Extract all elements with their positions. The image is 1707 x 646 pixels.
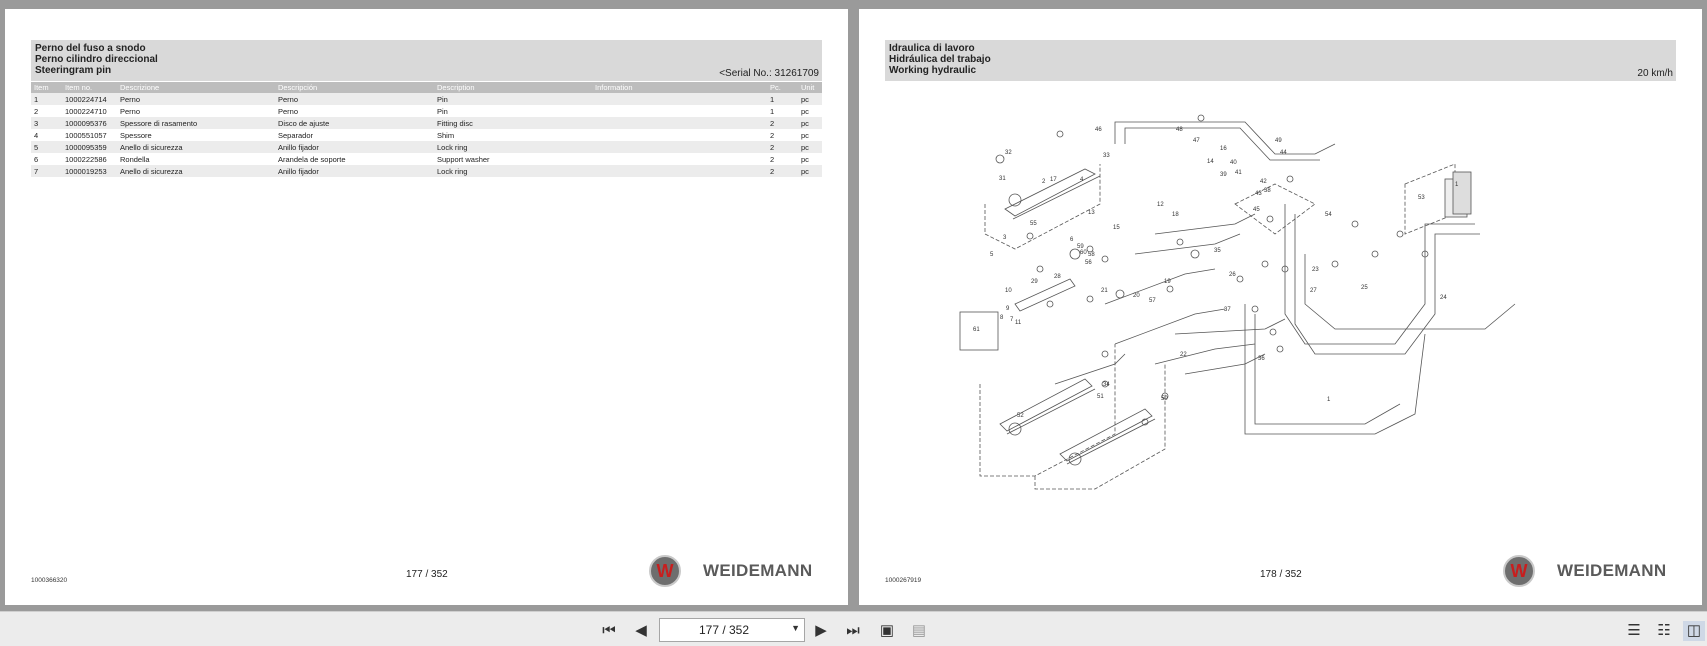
cell: Disco de ajuste (275, 117, 434, 129)
cell (592, 93, 767, 105)
table-row (31, 141, 822, 153)
diagram-callout: 19 (1164, 279, 1171, 285)
chevron-down-icon[interactable]: ▼ (791, 623, 800, 633)
diagram-callout: 41 (1235, 170, 1242, 176)
diagram-callout: 22 (1180, 352, 1187, 358)
weidemann-logo (645, 552, 831, 590)
col-information: Information (592, 82, 767, 93)
cell: Perno (278, 106, 299, 116)
cell (592, 117, 767, 129)
diagram-callout: 8 (1000, 315, 1004, 321)
diagram-callout: 28 (1054, 274, 1061, 280)
diagram-callout: 34 (1103, 382, 1110, 388)
page-number-value: 177 / 352 (698, 623, 750, 637)
diagram-callout: 5 (990, 252, 994, 258)
diagram-callout: 55 (1030, 221, 1037, 227)
diagram-callout: 60 (1080, 250, 1087, 256)
diagram-callout: 58 (1088, 252, 1095, 258)
brand-name: WEIDEMANN (703, 561, 813, 580)
diagram-callout: 14 (1207, 159, 1214, 165)
cell: pc (798, 93, 822, 105)
page-number: 177 / 352 (406, 569, 448, 580)
diagram-callout: 17 (1050, 177, 1057, 183)
title-italian: Perno del fuso a snodo (35, 43, 146, 54)
cell: Pin (434, 93, 592, 105)
title-spanish: Hidráulica del trabajo (889, 54, 991, 65)
col-pc: Pc. (767, 82, 798, 93)
document-number: 1000267919 (885, 577, 922, 584)
logo-emblem-icon: W (1503, 555, 1535, 587)
diagram-callout: 18 (1172, 212, 1179, 218)
right-page (859, 9, 1702, 605)
cell: 1000222586 (65, 154, 107, 164)
diagram-callout: 35 (1214, 248, 1221, 254)
cell: 2 (767, 165, 798, 177)
col-descripcion: Descripción (275, 82, 434, 93)
table-header-row (31, 82, 822, 93)
cell: pc (801, 154, 809, 164)
diagram-callout: 50 (1161, 396, 1168, 402)
diagram-callout: 3 (1003, 235, 1007, 241)
page-number-select[interactable] (659, 618, 805, 642)
cell: Anello di sicurezza (117, 141, 275, 153)
diagram-callout: 1 (1327, 397, 1331, 403)
cell (592, 129, 767, 141)
table-row (31, 93, 822, 105)
diagram-callout: 53 (1418, 195, 1425, 201)
fit-page-icon[interactable]: ▣ (879, 622, 895, 639)
diagram-callout: 20 (1133, 293, 1140, 299)
diagram-callout: 43 (1255, 191, 1262, 197)
logo-emblem-icon: W (649, 555, 681, 587)
diagram-callout: 40 (1230, 160, 1237, 166)
cell: Separador (278, 130, 314, 140)
diagram-callout: 1 (1455, 182, 1459, 188)
diagram-callout: 27 (1310, 288, 1317, 294)
cell: Perno (120, 106, 141, 116)
serial-number: <Serial No.: 31261709 (719, 68, 819, 79)
cell: 5 (31, 141, 62, 153)
cell: 1 (770, 106, 775, 116)
diagram-callout: 29 (1031, 279, 1038, 285)
cell: Anillo fijador (275, 141, 434, 153)
cell: 2 (767, 117, 798, 129)
diagram-callout: 39 (1220, 172, 1227, 178)
table-row (31, 105, 822, 117)
diagram-callout: 11 (1015, 320, 1022, 326)
diagram-callout: 52 (1017, 413, 1024, 419)
diagram-callout: 51 (1097, 394, 1104, 400)
cell: 4 (34, 130, 39, 140)
cell: pc (798, 165, 822, 177)
page-number: 178 / 352 (1260, 569, 1302, 580)
weidemann-logo (1499, 552, 1685, 590)
diagram-callout: 33 (1103, 153, 1110, 159)
hydraulic-exploded-diagram (955, 104, 1535, 516)
left-page (5, 9, 848, 605)
cell: Rondella (120, 154, 150, 164)
diagram-callout: 49 (1275, 138, 1282, 144)
cell: Spessore (120, 130, 152, 140)
cell: 2 (34, 106, 39, 116)
cell: Anello di sicurezza (117, 165, 275, 177)
title-spanish: Perno cilindro direccional (35, 54, 158, 65)
cell: pc (798, 141, 822, 153)
diagram-callout: 2 (1042, 179, 1046, 185)
col-unit: Unit (798, 82, 822, 93)
cell: 1000224710 (65, 106, 107, 116)
next-page-icon[interactable]: ▶ (815, 622, 827, 639)
diagram-callout: 23 (1312, 267, 1319, 273)
cell: pc (801, 130, 809, 140)
title-english: Working hydraulic (889, 65, 977, 76)
col-item: Item (31, 82, 62, 93)
diagram-callout: 31 (999, 176, 1006, 182)
cell: 1000224714 (62, 93, 117, 105)
viewer-toolbar (0, 611, 1707, 646)
diagram-callout: 12 (1157, 202, 1164, 208)
diagram-callout: 21 (1101, 288, 1108, 294)
cell: Fitting disc (434, 117, 592, 129)
diagram-callout: 13 (1088, 210, 1095, 216)
diagram-callout: 25 (1361, 285, 1368, 291)
cell: Lock ring (434, 141, 592, 153)
col-item-no: Item no. (62, 82, 117, 93)
cell: 3 (31, 117, 62, 129)
diagram-callout: 37 (1224, 307, 1231, 313)
diagram-callout: 59 (1077, 244, 1084, 250)
left-page-header (31, 40, 822, 81)
cell: 2 (767, 141, 798, 153)
cell: 2 (770, 154, 775, 164)
diagram-callout: 36 (1258, 356, 1265, 362)
diagram-callout: 7 (1010, 317, 1014, 323)
table-row (31, 129, 822, 141)
cell (592, 153, 767, 165)
title-italian: Idraulica di lavoro (889, 43, 975, 54)
cell: 2 (770, 130, 775, 140)
diagram-callout: 56 (1085, 260, 1092, 266)
cell: Spessore di rasamento (117, 117, 275, 129)
diagram-callout: 47 (1193, 138, 1200, 144)
table-row (31, 153, 822, 165)
cell: Anillo fijador (275, 165, 434, 177)
cell: 1000095359 (62, 141, 117, 153)
cell: 1000095376 (62, 117, 117, 129)
brand-name: WEIDEMANN (1557, 561, 1667, 580)
two-page-icon[interactable]: ◫ (1683, 621, 1705, 641)
cell: Shim (437, 130, 455, 140)
diagram-callout: 6 (1070, 237, 1074, 243)
cell: Pin (437, 106, 448, 116)
diagram-callout: 61 (973, 327, 980, 333)
diagram-callout: 57 (1149, 298, 1156, 304)
parts-table (31, 82, 822, 177)
diagram-callout: 24 (1440, 295, 1447, 301)
cell: Arandela de soporte (278, 154, 346, 164)
fit-width-icon[interactable]: ▤ (911, 622, 927, 639)
diagram-callout: 4 (1080, 177, 1084, 183)
diagram-callout: 38 (1264, 188, 1271, 194)
last-page-icon[interactable]: ⏭ (846, 622, 860, 639)
cell: Lock ring (434, 165, 592, 177)
table-row (31, 117, 822, 129)
cell: Support washer (437, 154, 490, 164)
col-descrizione: Descrizione (117, 82, 275, 93)
cell: 7 (31, 165, 62, 177)
table-row (31, 165, 822, 177)
single-page-icon[interactable]: ☰ (1627, 622, 1641, 639)
diagram-callout: 42 (1260, 179, 1267, 185)
right-page-header (885, 40, 1676, 81)
cell: Perno (275, 93, 434, 105)
cell (592, 165, 767, 177)
diagram-callout: 32 (1005, 150, 1012, 156)
diagram-callout: 26 (1229, 272, 1236, 278)
cell: pc (798, 117, 822, 129)
diagram-callout: 46 (1095, 127, 1102, 133)
cell (592, 141, 767, 153)
title-english: Steeringram pin (35, 65, 112, 76)
cell: pc (801, 106, 809, 116)
diagram-callout: 15 (1113, 225, 1120, 231)
diagram-callout: 45 (1253, 207, 1260, 213)
diagram-callout: 54 (1325, 212, 1332, 218)
document-number: 1000366320 (31, 577, 68, 584)
cell: 1 (31, 93, 62, 105)
diagram-callout: 9 (1006, 306, 1010, 312)
cell: 6 (34, 154, 39, 164)
cell: 1000551057 (65, 130, 107, 140)
cell: 1 (767, 93, 798, 105)
diagram-callout: 10 (1005, 288, 1012, 294)
continuous-page-icon[interactable]: ☷ (1657, 622, 1671, 639)
diagram-callout: 16 (1220, 146, 1227, 152)
cell (592, 105, 767, 117)
cell: Perno (117, 93, 275, 105)
diagram-callout: 48 (1176, 127, 1183, 133)
speed-label: 20 km/h (1637, 68, 1673, 79)
cell: 1000019253 (62, 165, 117, 177)
previous-page-icon[interactable]: ◀ (635, 622, 647, 639)
first-page-icon[interactable]: ⏮ (602, 622, 616, 639)
diagram-callout: 44 (1280, 150, 1287, 156)
col-description: Description (434, 82, 592, 93)
